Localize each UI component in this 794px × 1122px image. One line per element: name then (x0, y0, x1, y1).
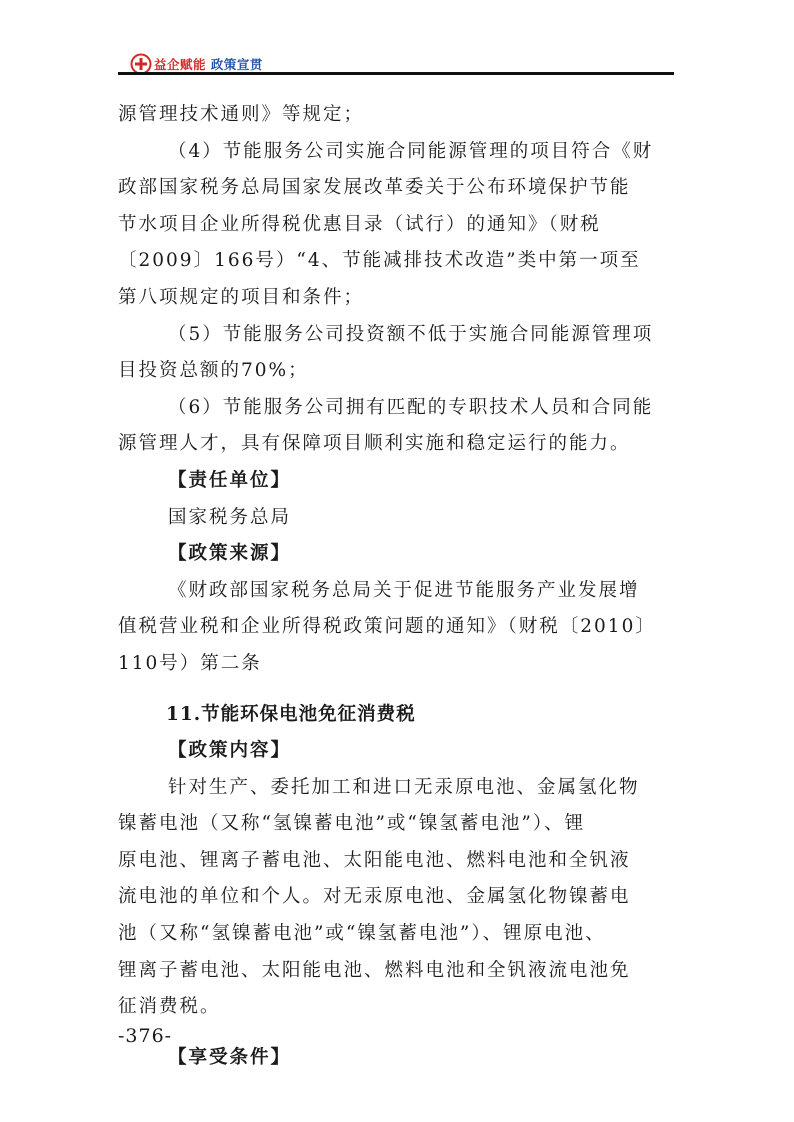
text-line: （4）节能服务公司实施合同能源管理的项目符合《财 (168, 140, 654, 162)
text-line: 节水项目企业所得税优惠目录（试行）的通知》（财税 (118, 213, 601, 235)
text-line: 锂离子蓄电池、太阳能电池、燃料电池和全钒液流电池免 (118, 959, 631, 981)
text-line: 镍蓄电池（又称“氢镍蓄电池”或“镍氢蓄电池”）、锂 (118, 813, 586, 835)
text-line: 征消费税。 (118, 996, 221, 1018)
text-line: 值税营业税和企业所得税政策问题的通知》（财税〔2010〕 (118, 616, 656, 638)
brand-title (154, 55, 263, 73)
text-line: 〔2009〕166号）“4、节能减排技术改造”类中第一项至 (118, 250, 641, 272)
text-line: 第八项规定的项目和条件； (118, 286, 365, 308)
section-label: 【享受条件】 (168, 1046, 292, 1068)
text-line: 针对生产、委托加工和进口无汞原电池、金属氢化物 (168, 776, 640, 798)
brand-part-1: 益企赋能 (154, 57, 207, 72)
text-line: （5）节能服务公司投资额不低于实施合同能源管理项 (168, 323, 654, 345)
text-line: 流电池的单位和个人。对无汞原电池、金属氢化物镍蓄电 (118, 886, 631, 908)
section-label: 【政策内容】 (168, 740, 292, 762)
text-line: 原电池、锂离子蓄电池、太阳能电池、燃料电池和全钒液 (118, 849, 631, 871)
spacer (118, 683, 678, 697)
text-line: 国家税务总局 (168, 506, 292, 528)
text-line: 政部国家税务总局国家发展改革委关于公布环境保护节能 (118, 177, 631, 199)
page-header (118, 50, 674, 74)
brand-part-2: 政策宣贯 (210, 57, 263, 72)
page-number: -376- (118, 1025, 173, 1047)
section-label: 【责任单位】 (168, 469, 292, 491)
text-line: 110号）第二条 (118, 652, 262, 674)
section-label: 【政策来源】 (168, 543, 292, 565)
header-rule (118, 72, 674, 75)
text-line: 源管理人才，具有保障项目顺利实施和稳定运行的能力。 (118, 433, 631, 455)
text-line: （6）节能服务公司拥有匹配的专职技术人员和合同能 (168, 396, 654, 418)
document-body (118, 97, 678, 1076)
text-line: 源管理技术通则》等规定； (118, 104, 365, 125)
text-line: 目投资总额的70%； (118, 360, 309, 382)
text-line: 池（又称“氢镍蓄电池”或“镍氢蓄电池”）、锂原电池、 (118, 923, 606, 945)
policy-title: 11.节能环保电池免征消费税 (166, 703, 416, 725)
spacer (118, 1026, 678, 1040)
text-line: 《财政部国家税务总局关于促进节能服务产业发展增 (168, 579, 640, 601)
